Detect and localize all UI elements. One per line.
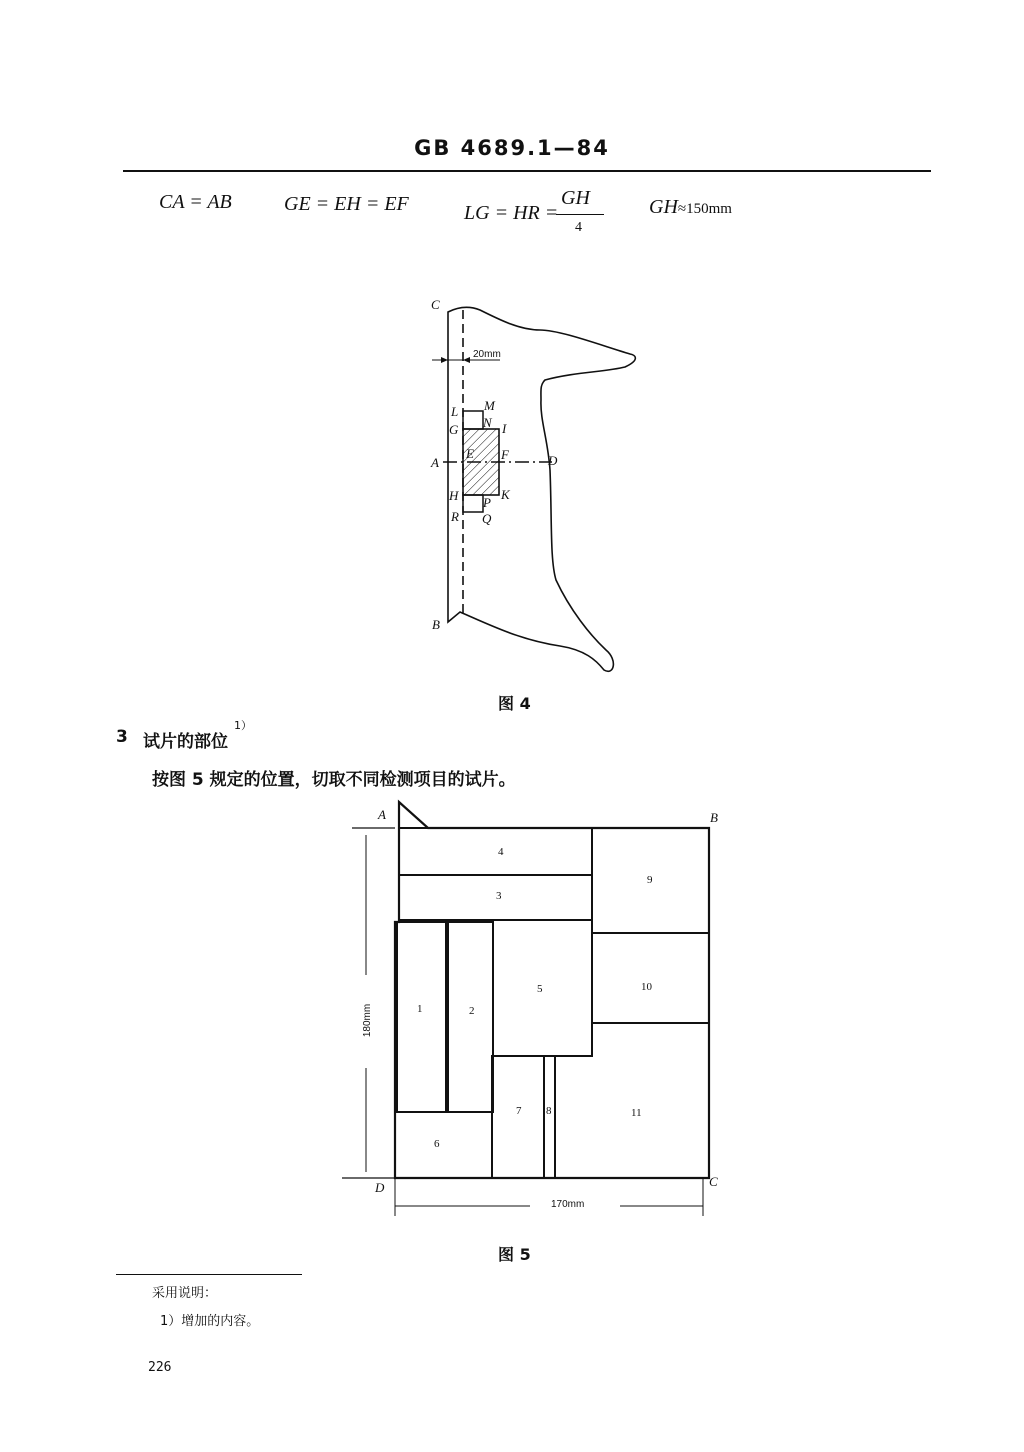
fig5-piece-label-6: 6: [434, 1138, 440, 1150]
footnote-item: 1）增加的内容。: [160, 1314, 260, 1329]
section-title-footnote-mark: 1）: [234, 719, 252, 732]
figure5-piece-4: [399, 828, 592, 875]
fig5-corner-b: B: [710, 810, 718, 825]
fig4-label-e: E: [466, 446, 474, 461]
formula-ge-eh-ef: GE = EH = EF: [284, 193, 409, 215]
fig5-corner-d: D: [375, 1180, 385, 1195]
fig4-label-p: P: [483, 495, 491, 510]
section-number: 3: [116, 727, 128, 747]
figure5-piece-6: [395, 1112, 492, 1178]
fig4-label-d: D: [548, 453, 558, 468]
formula-fraction-numerator: GH: [561, 187, 590, 209]
figure5-piece-8: [544, 1056, 555, 1178]
figure5-piece-2: [448, 922, 493, 1112]
fig4-label-a: A: [431, 455, 439, 470]
formula-gh-var: GH: [649, 196, 678, 218]
fig4-label-l: L: [451, 404, 459, 419]
fig5-piece-label-3: 3: [496, 890, 502, 902]
formula-lg-hr-prefix: LG = HR =: [464, 202, 559, 224]
figure5-outer-boundary: [395, 802, 709, 1178]
figure5-caption: 图 5: [498, 1245, 531, 1264]
fig5-piece-label-5: 5: [537, 983, 543, 995]
fig5-width-dimension: 170mm: [551, 1199, 585, 1210]
formula-ca-ab: CA = AB: [159, 191, 232, 213]
figure4-caption: 图 4: [498, 694, 531, 713]
fig5-piece-label-2: 2: [469, 1005, 475, 1017]
formula-fraction-denominator: 4: [575, 220, 582, 235]
fig5-piece-label-4: 4: [498, 846, 504, 858]
fig4-label-k: K: [501, 487, 510, 502]
section-body-text: 按图 5 规定的位置，切取不同检测项目的试片。: [152, 770, 516, 790]
fig5-piece-label-11: 11: [631, 1107, 642, 1119]
fig4-label-f: F: [501, 447, 509, 462]
footnote-title: 采用说明：: [152, 1286, 218, 1301]
footnote-rule: [116, 1274, 302, 1275]
fig5-piece-label-9: 9: [647, 874, 653, 886]
fig4-label-q: Q: [482, 511, 492, 526]
fig4-dimension-20mm: 20mm: [473, 349, 501, 360]
fig4-label-b: B: [432, 617, 440, 632]
fig5-piece-label-10: 10: [641, 981, 652, 993]
figure5-piece-10: [592, 933, 709, 1023]
fig4-label-c: C: [431, 297, 440, 312]
fig5-corner-a: A: [378, 807, 386, 822]
fig4-label-m: M: [484, 398, 495, 413]
figure5-piece-1: [397, 922, 446, 1112]
fig5-corner-c: C: [709, 1174, 718, 1189]
formula-gh-value: ≈150mm: [677, 201, 732, 217]
fig4-label-r: R: [451, 509, 459, 524]
figure5-piece-11: [555, 1023, 709, 1178]
fig5-piece-label-8: 8: [546, 1105, 552, 1117]
section-title: 试片的部位: [143, 732, 228, 752]
fig5-piece-label-7: 7: [516, 1105, 522, 1117]
fig5-piece-label-1: 1: [417, 1003, 423, 1015]
fig5-height-dimension: 180mm: [362, 1003, 374, 1038]
standard-number-header: GB 4689.1—84: [414, 136, 610, 160]
figure5-piece-7: [492, 1056, 544, 1178]
page-number: 226: [148, 1360, 172, 1375]
fig4-label-g: G: [449, 422, 459, 437]
fig4-label-n: N: [483, 415, 492, 430]
fig4-label-h: H: [449, 488, 459, 503]
fig4-label-i: I: [502, 421, 507, 436]
